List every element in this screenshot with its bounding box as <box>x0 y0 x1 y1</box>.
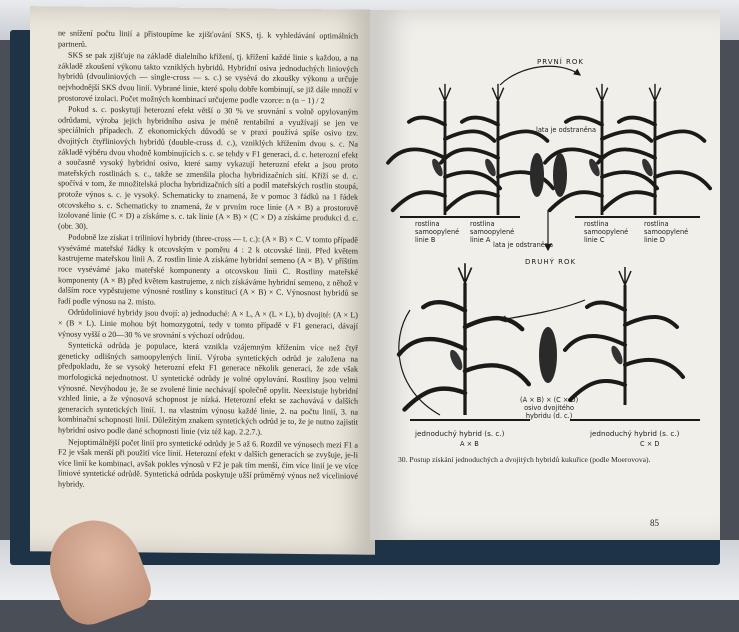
label-cross-cd: C × D <box>640 440 660 448</box>
paragraph: Syntetická odrůda je populace, která vznikla vzájemným křížením více než čtyř geneticky odlišných samoopylených linií. Výroba syntetických odrůd je založena na předpokladu, že se vysoký heterozní efekt F1 generace několik generací, že zde však morfologická nejednotnost. U syntetické odrůdy je volné opylování. Rostliny jsou velmi výnosné. Nevýhodou je, že se zvolené linie nechávají společně opylit. Neexistuje hybridní vzhled linie, a že výnosová schopnost je nízká. Heterozní efekt se zachovává v dalších generacích syntetických linií. 1. na vlastním výnosu každé linie, 2. na počtu linií, 3. na kombinační schopnosti linií. Důležitým znakem syntetických odrůd je to, že je nutno zajistit hybridní osivo podle dané schopnosti linie (viz též kap. 2.2.7.). <box>58 340 358 437</box>
cob-cd <box>553 153 567 197</box>
figure-caption: 30. Postup získání jednoduchých a dvojitých hybridů kukuřice (podle Moerovova). <box>398 455 651 464</box>
label-first-year: PRVNÍ ROK <box>537 58 584 66</box>
label-plant-d: rostlina samoopylené linie D <box>644 220 689 244</box>
label-plant-c: rostlina samoopylené linie C <box>584 220 629 244</box>
label-cross-ab: A × B <box>460 440 479 448</box>
left-page-text <box>58 28 358 494</box>
plant-ab <box>399 263 529 415</box>
plant-cd <box>565 267 683 405</box>
label-plant-a: rostlina samoopylené linie A <box>470 220 515 244</box>
label-single-hybrid-left: jednoduchý hybrid (s. c.) <box>415 429 505 438</box>
left-page <box>30 6 375 555</box>
label-plant-b: rostlina samoopylené linie B <box>415 220 460 244</box>
paragraph: Podobně lze získat i trilinioví hybridy (three-cross — t. c.): (A × B) × C. V tomto případě vysévámé mateřské řádky k otcovským v poměru 4 : 2 k otcovské linii. Před květem kastrujeme mateřskou linii A. Z rostlin linie A získáme hybridní semeno (A × B). V příštím roce vysévámé jako mateřské komponenty a otcovskou linii C. Rostliny mateřské komponenty (A × B) před květem kastrujeme, z nich získáváme hybridní semeno, z něhož v dalším roce vypěstujeme výnosné rostliny s konstitucí (A × B) × C. Výnosnost hybridů se řadí podle výnosu na 2. místo. <box>58 232 358 307</box>
label-tassels-removed-top: lata je odstraněna <box>536 126 597 134</box>
paragraph: Nejoptimálnější počet linií pro syntetické odrůdy je 5 až 6. Rozdíl ve výnosech mezi F1 a F2 je však menší při použití více linií. Heterozní efekt v dalších generacích se zvyšuje, je-li více linií ke kombinaci, avšak pokles výnosů v F2 je pak tím menší, čím více linií je ve více liniové syntetické odrůdě. Syntetická odrůda poskytuje užší průměrný výnos než víceliniové hybridy. <box>58 437 358 489</box>
label-second-year: DRUHÝ ROK <box>525 258 577 266</box>
page-number-right: 85 <box>650 518 659 528</box>
label-tassels-removed-mid: lata je odstraněna <box>493 241 554 249</box>
paragraph: ne snížení počtu linií a přistoupíme ke zjišťování SKS, tj. k vyhledávání optimálních partnerů. <box>58 28 358 49</box>
label-single-hybrid-right: jednoduchý hybrid (s. c.) <box>590 429 680 438</box>
label-double-cross-seed: (A × B) × (C × D) osivo dvojitého hybridu (d. c.) <box>520 396 579 420</box>
plant-b <box>388 84 500 215</box>
paragraph: Odrůdoliniové hybridy jsou dvojí: a) jednoduché: A × L, A × (L × L), b) dvojité: (A × L) × (B × L). Linie mohou být homozygotní, tedy v tomto případě v F1 generaci, dávají výnosy vyšší o 20—30 % ve srovnání s výchozí odrůdou. <box>58 308 358 341</box>
paragraph: SKS se pak zjišťuje na základě dialelního křížení, tj. křížení každé linie s každou, a na základě zkoušení výkonu takto vzniklých hybridů. Hybridní osiva jednoduchých liniových hybridů (dvouliniových — single-cross — s. c.) se vysévá do zkoušky výkonu a určuje nejvhodnější SKS dvou linií. Vybrané linie, které spolu dobře kombinují, se již dále množí v prostorové izolaci. Počet možných kombinací určujeme podle vzorce: n (n − 1) / 2 <box>58 50 358 105</box>
plant-d <box>598 84 710 215</box>
paragraph: Pokud s. c. poskytují heterozní efekt větší o 30 % ve srovnání s volně opylovaným odrůdami, výroba jejich hybridního osiva je méně rentabilní a využívají se jen ve speciálních případech. Z ekonomických důvodů se v praxi používá spíše osivo tzv. dvojitých čtyřliniových hybridů (double-cross d. c.), vzniklých křížením dvou s. c. Na základě výběru dvou vhodně kombinujících s. c. se tehdy v F1 generaci, d. c. heterozní efekt a současně vysoký hybridní osivo, které samy vykazují heterozní efekt a jsou proto mateřských rostlinách s. c., takže se zmenšila plocha hybridizačních sítí. Kříží se d. c. spočívá v tom, že množitelská plocha hybridizačních sítí a podíl mateřských rostlin stoupá, protože výnos s. c. je vysoký. Schematicky to znamená, že v pomoc 3 řádků na 1 řádek otcovského s. c. Schematicky to znamená, že v prvním roce linie (A × B) a prostorově izolované linie (C × D) a získáme s. c. tak linie (A × B) × (C × D) a získáme produkci d. c. (obr. 30). <box>58 104 358 231</box>
cob-double-cross <box>539 327 557 383</box>
cob-ab <box>530 153 544 197</box>
